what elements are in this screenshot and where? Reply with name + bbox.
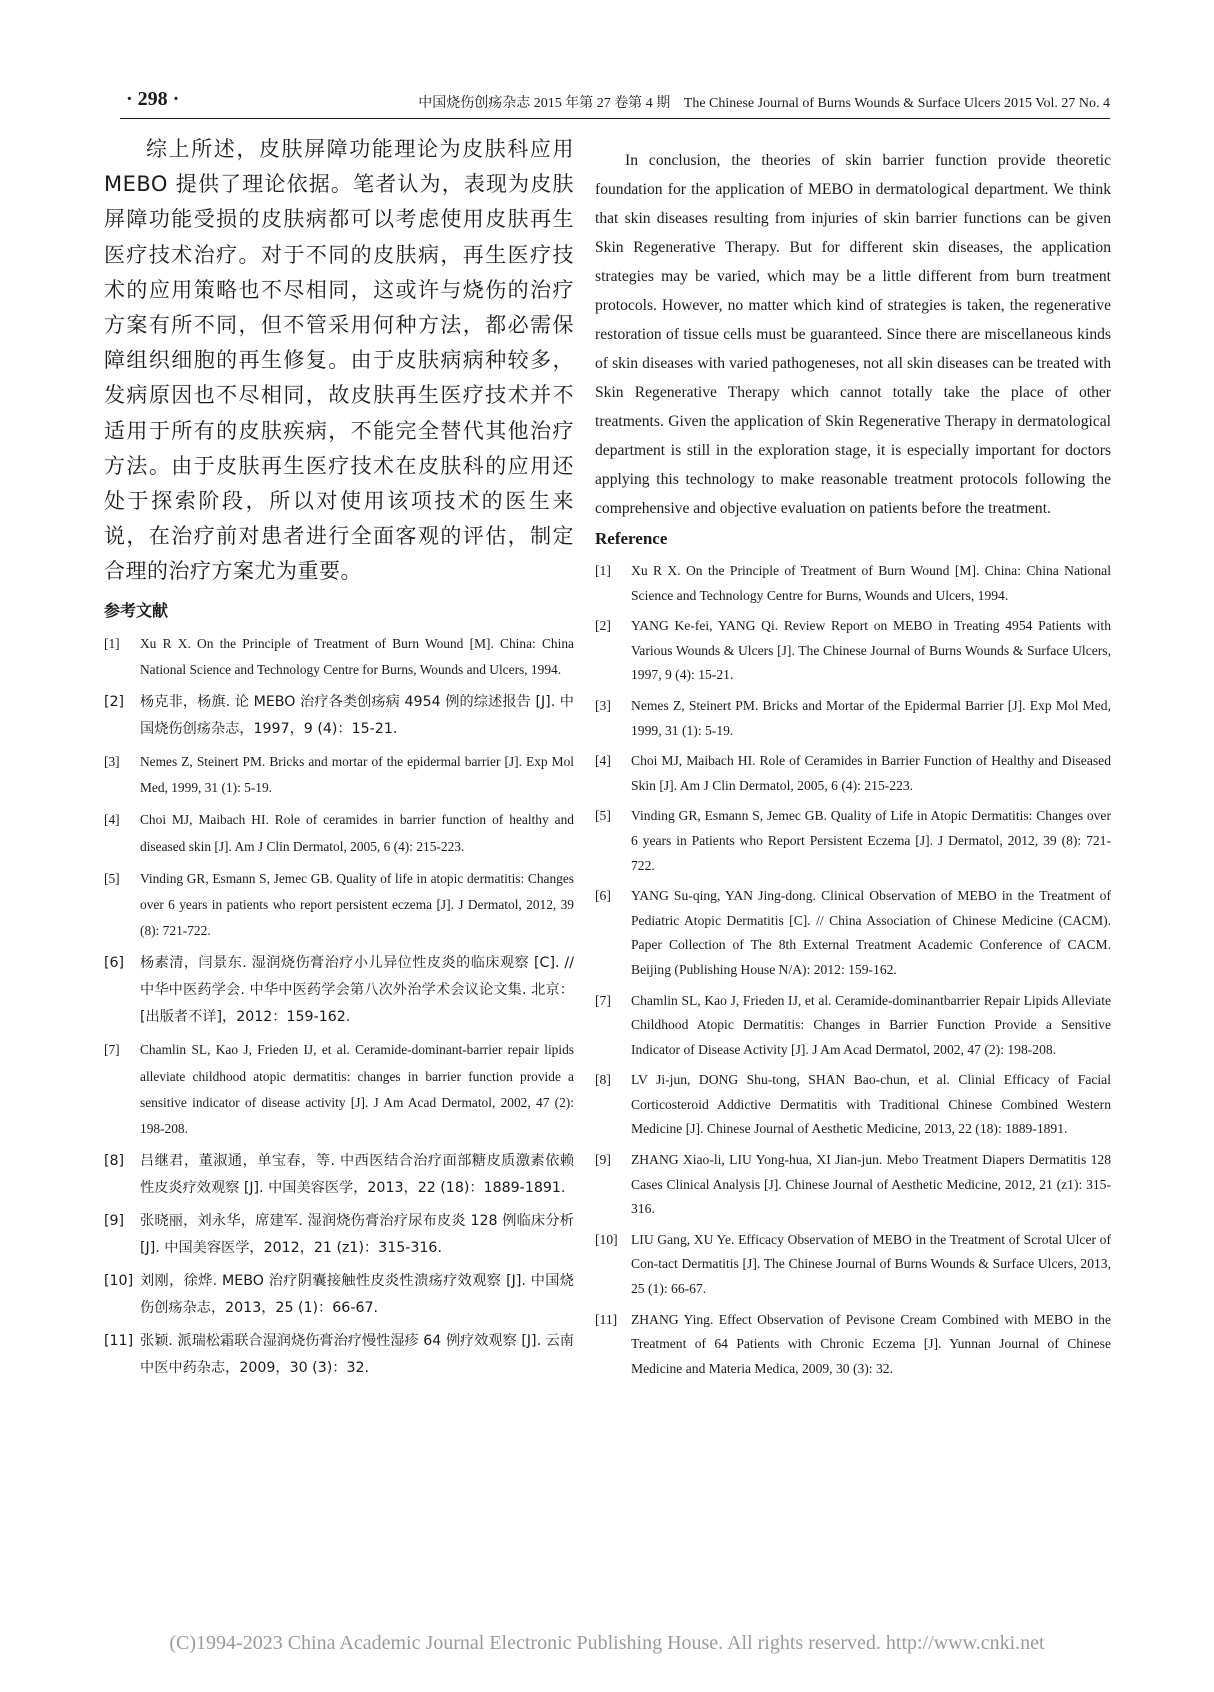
right-column-english bbox=[595, 146, 1111, 1387]
reference-item: [1] Xu R X. On the Principle of Treatment of Burn Wound [M]. China: China National Science and Technology Centre for Burns, Wounds and Ulcers, 1994. bbox=[104, 635, 574, 677]
reference-item: [5] Vinding GR, Esmann S, Jemec GB. Quality of Life in Atopic Dermatitis: Changes over 6 years in Patients who Report Persistent Eczema [J]. J Dermatol, 2012, 39 (8): 721-722. bbox=[595, 808, 1111, 873]
reference-item: [6] YANG Su-qing, YAN Jing-dong. Clinical Observation of MEBO in the Treatment of Pediatric Atopic Dermatitis [C]. // China Association of Chinese Medicine (CACM). Paper Collection of The 8th External Treatment Academic Conference of CACM. Beijing (Publishing House N/A): 2012: 159-162. bbox=[595, 888, 1111, 977]
reference-item: [2] 杨克非，杨旗. 论 MEBO 治疗各类创疡病 4954 例的综述报告 [J]. 中国烧伤创疡杂志，1997，9 (4)：15-21. bbox=[104, 694, 574, 738]
reference-item: [10] 刘刚，徐烨. MEBO 治疗阴囊接触性皮炎性溃疡疗效观察 [J]. 中国烧伤创疡杂志，2013，25 (1)：66-67. bbox=[104, 1273, 574, 1317]
reference-item: [4] Choi MJ, Maibach HI. Role of ceramides in barrier function of healthy and diseased skin [J]. Am J Clin Dermatol, 2005, 6 (4): 215-223. bbox=[104, 812, 574, 854]
reference-item: [6] 杨素清，闫景东. 湿润烧伤膏治疗小儿异位性皮炎的临床观察 [C]. //中华中医药学会. 中华中医药学会第八次外治学术会议论文集. 北京：[出版者不详]，2012：159-162. bbox=[104, 955, 574, 1026]
journal-title-cn: 中国烧伤创疡杂志 2015 年第 27 卷第 4 期 bbox=[418, 96, 671, 111]
reference-item: [5] Vinding GR, Esmann S, Jemec GB. Quality of life in atopic dermatitis: Changes over 6 years in patients who report persistent eczema [J]. J Dermatol, 2012, 39 (8): 721-722. bbox=[104, 870, 574, 939]
reference-item: [8] LV Ji-jun, DONG Shu-tong, SHAN Bao-chun, et al. Clinial Efficacy of Facial Corticosteroid Addictive Dermatitis with Traditional Chinese Combined Western Medicine [J]. Chinese Journal of Aesthetic Medicine, 2013, 22 (18): 1889-1891. bbox=[595, 1072, 1111, 1137]
reference-item: [4] Choi MJ, Maibach HI. Role of Ceramides in Barrier Function of Healthy and Diseased Skin [J]. Am J Clin Dermatol, 2005, 6 (4): 215-223. bbox=[595, 753, 1111, 793]
reference-item: [7] Chamlin SL, Kao J, Frieden IJ, et al. Ceramide-dominantbarrier Repair Lipids Alleviate Childhood Atopic Dermatitis: Changes in Barrier Function Provide a Sensitive Indicator of Disease Activity [J]. J Am Acad Dermatol, 2002, 47 (2): 198-208. bbox=[595, 992, 1111, 1057]
reference-item: [11] 张颖. 派瑞松霜联合湿润烧伤膏治疗慢性湿疹 64 例疗效观察 [J]. 云南中医中药杂志，2009，30 (3)：32. bbox=[104, 1333, 574, 1377]
reference-item: [8] 吕继君，董淑通，单宝春，等. 中西医结合治疗面部糖皮质激素依赖性皮炎疗效观察 [J]. 中国美容医学，2013，22 (18)：1889-1891. bbox=[104, 1153, 574, 1197]
reference-item: [1] Xu R X. On the Principle of Treatment of Burn Wound [M]. China: China National Science and Technology Centre for Burns, Wounds and Ulcers, 1994. bbox=[595, 563, 1111, 603]
reference-item: [10] LIU Gang, XU Ye. Efficacy Observation of MEBO in the Treatment of Scrotal Ulcer of Con-tact Dermatitis [J]. The Chinese Journal of Burns Wounds & Surface Ulcers, 2013, 25 (1): 66-67. bbox=[595, 1231, 1111, 1297]
conclusion-paragraph-cn: 综上所述，皮肤屏障功能理论为皮肤科应用 MEBO 提供了理论依据。笔者认为，表现为皮肤屏障功能受损的皮肤病都可以考虑使用皮肤再生医疗技术治疗。对于不同的皮肤病，再生医疗技术的应用策略也不尽相同，这或许与烧伤的治疗方案有所不同，但不管采用何种方法，都必需保障组织细胞的再生修复。由于皮肤病病种较多，发病原因也不尽相同，故皮肤再生医疗技术并不适用于所有的皮肤疾病，不能完全替代其他治疗方法。由于皮肤再生医疗技术在皮肤科的应用还处于探索阶段，所以对使用该项技术的医生来说，在治疗前对患者进行全面客观的评估，制定合理的治疗方案尤为重要。 bbox=[104, 137, 574, 584]
page-header bbox=[120, 88, 1110, 119]
journal-title-en: The Chinese Journal of Burns Wounds & Surface Ulcers 2015 Vol. 27 No. 4 bbox=[683, 96, 1110, 111]
reference-item: [9] ZHANG Xiao-li, LIU Yong-hua, XI Jian-jun. Mebo Treatment Diapers Dermatitis 128 Cases Clinical Analysis [J]. Chinese Journal of Aesthetic Medicine, 2012, 21 (z1): 315-316. bbox=[595, 1152, 1111, 1217]
references-heading-cn: 参考文献 bbox=[104, 600, 169, 620]
reference-item: [3] Nemes Z, Steinert PM. Bricks and mortar of the epidermal barrier [J]. Exp Mol Med, 1999, 31 (1): 5-19. bbox=[104, 754, 574, 796]
running-head bbox=[418, 92, 1110, 112]
page-number: · 298 · bbox=[126, 88, 180, 110]
reference-item: [9] 张晓丽，刘永华，席建军. 湿润烧伤膏治疗尿布皮炎 128 例临床分析 [J]. 中国美容医学，2012，21 (z1)：315-316. bbox=[104, 1213, 574, 1257]
left-column-chinese bbox=[104, 132, 574, 1388]
copyright-footer: (C)1994-2023 China Academic Journal Electronic Publishing House. All rights reserved. http://www.cnki.net bbox=[169, 1632, 1045, 1654]
reference-item: [2] YANG Ke-fei, YANG Qi. Review Report on MEBO in Treating 4954 Patients with Various Wounds & Ulcers [J]. The Chinese Journal of Burns Wounds & Surface Ulcers, 1997, 9 (4): 15-21. bbox=[595, 618, 1111, 683]
reference-list-en bbox=[595, 559, 1111, 1381]
conclusion-paragraph-en: In conclusion, the theories of skin barrier function provide theoretic foundation for the application of MEBO in dermatological department. We think that skin diseases resulting from injuries of skin barrier functions can be given Skin Regenerative Therapy. But for different skin diseases, the application strategies may be varied, which may be a little different from burn treatment protocols. However, no matter which kind of strategies is taken, the regenerative restoration of tissue cells must be guaranteed. Since there are miscellaneous kinds of skin diseases with varied pathogeneses, not all skin diseases can be treated with Skin Regenerative Therapy which cannot totally take the place of other treatments. Given the application of Skin Regenerative Therapy in dermatological department is still in the exploration stage, it is especially important for doctors applying this technology to make reasonable treatment protocols following the comprehensive and objective evaluation on patients before the treatment. bbox=[595, 152, 1111, 517]
reference-list-cn bbox=[104, 631, 574, 1383]
reference-item: [7] Chamlin SL, Kao J, Frieden IJ, et al. Ceramide-dominant-barrier repair lipids alleviate childhood atopic dermatitis: changes in barrier function provide a sensitive indicator of disease activity [J]. J Am Acad Dermatol, 2002, 47 (2): 198-208. bbox=[104, 1042, 574, 1137]
reference-item: [11] ZHANG Ying. Effect Observation of Pevisone Cream Combined with MEBO in the Treatment of 64 Patients with Chronic Eczema [J]. Yunnan Journal of Chinese Medicine and Materia Medica, 2009, 30 (3): 32. bbox=[595, 1311, 1111, 1376]
reference-item: [3] Nemes Z, Steinert PM. Bricks and Mortar of the Epidermal Barrier [J]. Exp Mol Med, 1999, 31 (1): 5-19. bbox=[595, 697, 1111, 738]
references-heading-en: Reference bbox=[595, 529, 668, 548]
